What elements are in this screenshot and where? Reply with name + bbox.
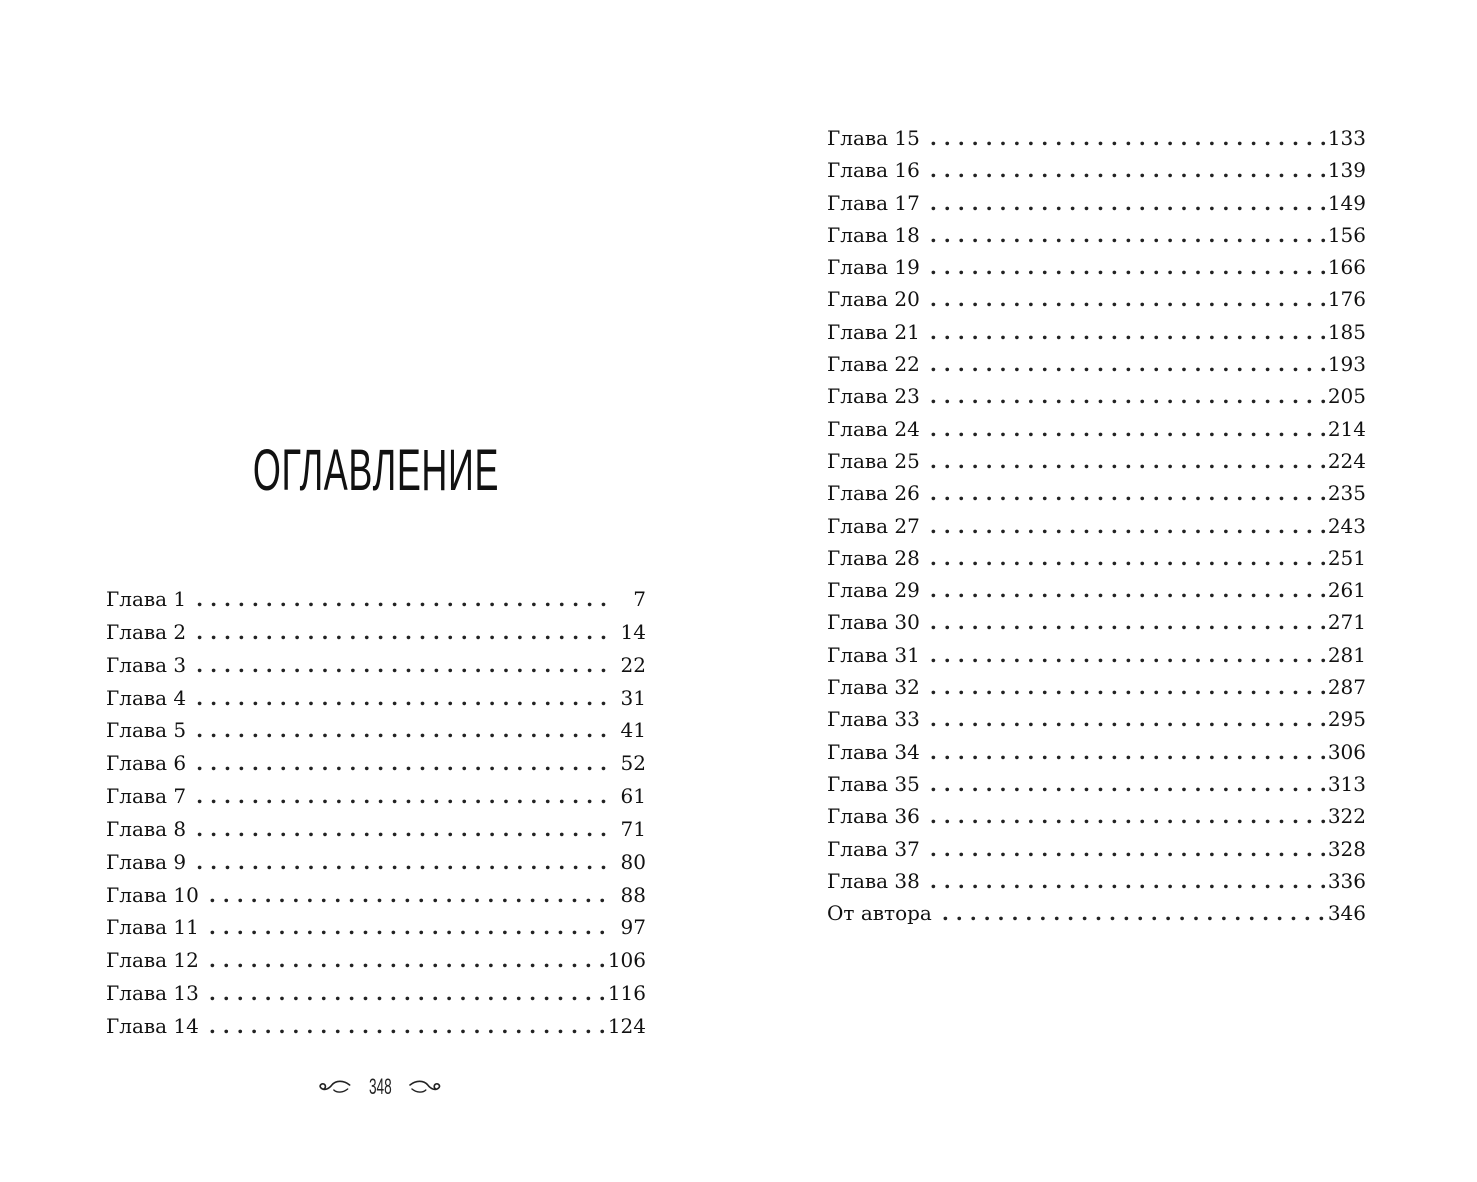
- toc-entry-page: 139: [1327, 158, 1366, 183]
- toc-entry-label: Глава 26: [827, 481, 920, 506]
- toc-dot-leader: [209, 945, 608, 975]
- toc-entry: [106, 814, 646, 847]
- toc-entry-label: Глава 11: [106, 915, 199, 940]
- toc-entry-label: Глава 15: [827, 126, 920, 150]
- toc-entry-page: 149: [1327, 190, 1366, 215]
- toc-dot-leader: [942, 898, 1328, 928]
- toc-entry-label: Глава 31: [827, 642, 920, 667]
- toc-entry-page: 287: [1327, 675, 1366, 700]
- toc-dot-leader: [209, 978, 608, 1008]
- toc-entry-label: Глава 18: [827, 222, 920, 247]
- toc-entry-page: 61: [620, 784, 646, 809]
- toc-entry-label: Глава 23: [827, 384, 920, 409]
- swirl-left-icon: [318, 1077, 352, 1097]
- toc-entry-page: 346: [1327, 901, 1366, 926]
- toc-entry-page: 41: [620, 718, 646, 743]
- toc-entry: [106, 584, 646, 617]
- toc-dot-leader: [930, 414, 1328, 444]
- toc-dot-leader: [930, 478, 1328, 508]
- toc-entry: [827, 220, 1366, 252]
- toc-entry-label: Глава 28: [827, 545, 920, 570]
- toc-dot-leader: [930, 381, 1328, 411]
- toc-dot-leader: [196, 650, 608, 680]
- toc-entry-label: Глава 32: [827, 675, 920, 700]
- toc-dot-leader: [196, 617, 608, 647]
- toc-dot-leader: [930, 834, 1328, 864]
- toc-entry: [827, 349, 1366, 381]
- toc-entry-label: Глава 35: [827, 771, 920, 796]
- toc-dot-leader: [209, 880, 608, 910]
- page-number: 348: [368, 1074, 392, 1099]
- toc-entry-page: 14: [620, 619, 646, 644]
- toc-entry-label: Глава 29: [827, 578, 920, 603]
- toc-entry-label: Глава 4: [106, 685, 187, 710]
- toc-entry: [827, 317, 1366, 349]
- toc-entry: [106, 715, 646, 748]
- toc-dot-leader: [209, 1011, 608, 1041]
- toc-entry-page: 271: [1327, 610, 1366, 635]
- toc-entry: [106, 978, 646, 1011]
- toc-entry-page: 97: [620, 915, 646, 940]
- toc-entry-page: 322: [1327, 804, 1366, 829]
- swirl-right-icon: [408, 1077, 442, 1097]
- toc-entry-label: Глава 9: [106, 849, 187, 874]
- toc-entry: [827, 769, 1366, 801]
- toc-entry-page: 214: [1327, 416, 1366, 441]
- toc-entry: [106, 945, 646, 978]
- toc-entry-page: 106: [607, 948, 646, 973]
- toc-entry: [827, 155, 1366, 187]
- toc-entry-page: 281: [1327, 642, 1366, 667]
- toc-entry: [106, 748, 646, 781]
- toc-entry-page: 306: [1327, 739, 1366, 764]
- toc-entry-label: Глава 1: [106, 587, 187, 611]
- toc-dot-leader: [930, 543, 1328, 573]
- toc-entry-page: 166: [1327, 255, 1366, 280]
- toc-entry-label: Глава 36: [827, 804, 920, 829]
- toc-entry-label: Глава 2: [106, 619, 187, 644]
- toc-entry-page: 251: [1327, 545, 1366, 570]
- toc-dot-leader: [930, 123, 1328, 153]
- toc-entry: [827, 381, 1366, 413]
- toc-entry: [827, 543, 1366, 575]
- toc-entry-label: Глава 17: [827, 190, 920, 215]
- right-page: [738, 0, 1477, 1182]
- toc-entry-page: 224: [1327, 448, 1366, 473]
- toc-entry-page: 80: [620, 849, 646, 874]
- toc-entry-label: От автора: [827, 901, 932, 926]
- toc-entry-label: Глава 8: [106, 816, 187, 841]
- toc-dot-leader: [930, 155, 1328, 185]
- toc-entry: [827, 607, 1366, 639]
- toc-entry: [827, 478, 1366, 510]
- toc-dot-leader: [930, 737, 1328, 767]
- toc-entry-label: Глава 14: [106, 1013, 199, 1038]
- toc-entry-label: Глава 30: [827, 610, 920, 635]
- toc-entry: [827, 575, 1366, 607]
- toc-entry-label: Глава 24: [827, 416, 920, 441]
- toc-entry-page: 313: [1327, 771, 1366, 796]
- toc-entry: [827, 446, 1366, 478]
- toc-entry-page: 88: [620, 882, 646, 907]
- toc-entry-label: Глава 38: [827, 868, 920, 893]
- toc-entry-page: 22: [620, 652, 646, 677]
- toc-entry: [106, 847, 646, 880]
- toc-entry-page: 31: [620, 685, 646, 710]
- toc-dot-leader: [930, 575, 1328, 605]
- toc-entry-label: Глава 37: [827, 836, 920, 861]
- toc-entry-page: 205: [1327, 384, 1366, 409]
- toc-entry-label: Глава 16: [827, 158, 920, 183]
- toc-entry: [827, 704, 1366, 736]
- toc-entry-page: 336: [1327, 868, 1366, 893]
- toc-entry-label: Глава 33: [827, 707, 920, 732]
- toc-dot-leader: [196, 683, 608, 713]
- toc-dot-leader: [930, 672, 1328, 702]
- toc-entry-label: Глава 6: [106, 751, 187, 776]
- toc-entry: [106, 650, 646, 683]
- toc-entry: [827, 123, 1366, 155]
- toc-entry-page: 295: [1327, 707, 1366, 732]
- toc-entry-label: Глава 5: [106, 718, 187, 743]
- toc-entry-label: Глава 7: [106, 784, 187, 809]
- toc-entry-page: 124: [607, 1013, 646, 1038]
- toc-dot-leader: [196, 847, 608, 877]
- toc-dot-leader: [930, 511, 1328, 541]
- toc-entry: [106, 880, 646, 913]
- toc-entry-page: 261: [1327, 578, 1366, 603]
- toc-entry-label: Глава 3: [106, 652, 187, 677]
- toc-dot-leader: [930, 801, 1328, 831]
- toc-list-left: [106, 584, 646, 1044]
- toc-entry-page: 116: [607, 981, 646, 1006]
- toc-entry: [106, 617, 646, 650]
- toc-entry-page: 7: [633, 587, 646, 611]
- toc-dot-leader: [930, 607, 1328, 637]
- toc-dot-leader: [196, 781, 608, 811]
- toc-entry-page: 133: [1327, 126, 1366, 150]
- toc-entry-page: 156: [1327, 222, 1366, 247]
- toc-entry-label: Глава 34: [827, 739, 920, 764]
- toc-entry-page: 193: [1327, 352, 1366, 377]
- toc-dot-leader: [930, 220, 1328, 250]
- toc-entry-page: 52: [620, 751, 646, 776]
- toc-dot-leader: [930, 188, 1328, 218]
- toc-entry: [827, 834, 1366, 866]
- toc-entry: [827, 672, 1366, 704]
- toc-entry-label: Глава 27: [827, 513, 920, 538]
- toc-entry: [827, 511, 1366, 543]
- toc-entry-label: Глава 13: [106, 981, 199, 1006]
- toc-dot-leader: [930, 284, 1328, 314]
- toc-entry: [827, 866, 1366, 898]
- toc-entry: [827, 640, 1366, 672]
- toc-entry-label: Глава 21: [827, 319, 920, 344]
- toc-dot-leader: [209, 912, 608, 942]
- left-page: [0, 0, 738, 1182]
- toc-entry: [827, 801, 1366, 833]
- toc-dot-leader: [930, 317, 1328, 347]
- toc-title: ОГЛАВЛЕНИЕ: [252, 438, 500, 503]
- toc-entry: [106, 683, 646, 716]
- toc-entry-label: Глава 19: [827, 255, 920, 280]
- toc-entry: [106, 912, 646, 945]
- page-folio: [318, 1072, 442, 1102]
- toc-entry: [827, 414, 1366, 446]
- toc-dot-leader: [930, 704, 1328, 734]
- toc-entry-label: Глава 22: [827, 352, 920, 377]
- toc-entry: [106, 1011, 646, 1044]
- toc-entry: [827, 898, 1366, 930]
- toc-entry: [827, 284, 1366, 316]
- toc-entry-page: 71: [620, 816, 646, 841]
- toc-dot-leader: [930, 252, 1328, 282]
- toc-entry-page: 235: [1327, 481, 1366, 506]
- toc-entry-page: 243: [1327, 513, 1366, 538]
- toc-entry-label: Глава 12: [106, 948, 199, 973]
- toc-dot-leader: [930, 349, 1328, 379]
- toc-dot-leader: [930, 446, 1328, 476]
- toc-entry: [827, 737, 1366, 769]
- toc-dot-leader: [930, 769, 1328, 799]
- toc-dot-leader: [196, 584, 608, 614]
- toc-entry: [106, 781, 646, 814]
- toc-entry-page: 176: [1327, 287, 1366, 312]
- toc-dot-leader: [196, 814, 608, 844]
- toc-entry-page: 328: [1327, 836, 1366, 861]
- toc-entry: [827, 252, 1366, 284]
- toc-dot-leader: [196, 748, 608, 778]
- toc-entry-label: Глава 20: [827, 287, 920, 312]
- toc-entry: [827, 188, 1366, 220]
- toc-dot-leader: [196, 715, 608, 745]
- toc-entry-label: Глава 10: [106, 882, 199, 907]
- toc-list-right: [827, 123, 1366, 930]
- toc-entry-label: Глава 25: [827, 448, 920, 473]
- toc-entry-page: 185: [1327, 319, 1366, 344]
- toc-dot-leader: [930, 640, 1328, 670]
- toc-dot-leader: [930, 866, 1328, 896]
